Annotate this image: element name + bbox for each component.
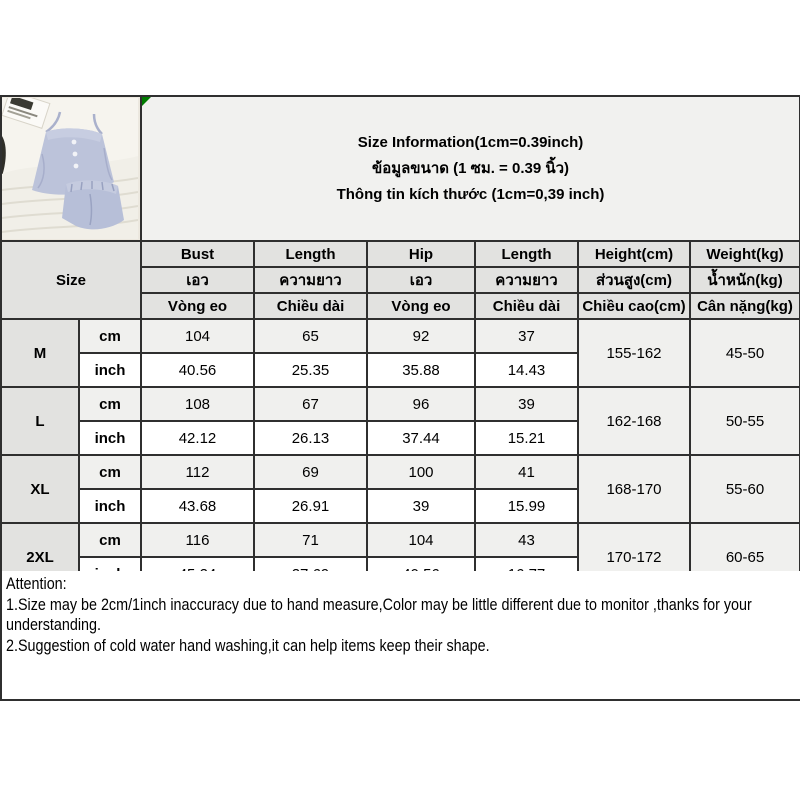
cell-value: 108 (141, 387, 254, 421)
height-range: 162-168 (578, 387, 690, 455)
product-photo (2, 98, 138, 239)
height-range: 168-170 (578, 455, 690, 523)
unit-inch: inch (79, 489, 141, 523)
cell-value: 14.43 (475, 353, 578, 387)
unit-cm: cm (79, 523, 141, 557)
attention-line-1-cont: understanding. (6, 616, 101, 634)
cell-value: 37 (475, 319, 578, 353)
cell-value: 15.99 (475, 489, 578, 523)
attention-line-1: 1.Size may be 2cm/1inch inaccuracy due to hand measure,Color may be little different due to monitor ,thanks for your (6, 595, 752, 614)
col-header-height-vi: Chiều cao(cm) (578, 293, 690, 319)
cell-value: 112 (141, 455, 254, 489)
col-header-length1-th: ความยาว (254, 267, 367, 293)
row-label-2xl: 2XL (1, 523, 79, 591)
title-line-en: Size Information(1cm=0.39inch) (357, 133, 584, 151)
cell-value: 71 (254, 523, 367, 557)
unit-cm: cm (79, 455, 141, 489)
col-header-hip-vi: Vòng eo (367, 293, 475, 319)
cell-value: 116 (141, 523, 254, 557)
weight-range: 50-55 (690, 387, 800, 455)
cell-value: 92 (367, 319, 475, 353)
cell-value: 69 (254, 455, 367, 489)
col-header-weight-vi: Cân nặng(kg) (690, 293, 800, 319)
col-header-length2-th: ความยาว (475, 267, 578, 293)
unit-cm: cm (79, 387, 141, 421)
cell-value: 35.88 (367, 353, 475, 387)
cell-value: 26.13 (254, 421, 367, 455)
cell-value: 65 (254, 319, 367, 353)
unit-inch: inch (79, 421, 141, 455)
col-header-weight-en: Weight(kg) (690, 241, 800, 267)
row-label-l: L (1, 387, 79, 455)
height-range: 155-162 (578, 319, 690, 387)
size-table (0, 95, 800, 592)
col-header-bust-en: Bust (141, 241, 254, 267)
col-header-length1-en: Length (254, 241, 367, 267)
cell-note-triangle-icon (142, 97, 151, 106)
cell-value: 96 (367, 387, 475, 421)
col-header-height-th: ส่วนสูง(cm) (578, 267, 690, 293)
cell-value: 43.68 (141, 489, 254, 523)
cell-value: 40.56 (141, 353, 254, 387)
cell-value: 25.35 (254, 353, 367, 387)
cell-value: 104 (141, 319, 254, 353)
col-header-bust-vi: Vòng eo (141, 293, 254, 319)
height-range: 170-172 (578, 523, 690, 591)
unit-inch: inch (79, 353, 141, 387)
weight-range: 45-50 (690, 319, 800, 387)
cell-value: 43 (475, 523, 578, 557)
cell-value: 15.21 (475, 421, 578, 455)
cell-value: 67 (254, 387, 367, 421)
row-label-xl: XL (1, 455, 79, 523)
cell-value: 37.44 (367, 421, 475, 455)
col-header-height-en: Height(cm) (578, 241, 690, 267)
product-photo-cell (1, 96, 141, 241)
attention-heading: Attention: (6, 575, 67, 593)
col-header-hip-th: เอว (367, 267, 475, 293)
cell-value: 42.12 (141, 421, 254, 455)
weight-range: 60-65 (690, 523, 800, 591)
size-header: Size (1, 241, 141, 319)
weight-range: 55-60 (690, 455, 800, 523)
shorts (62, 180, 124, 229)
title-line-vi: Thông tin kích thước (1cm=0,39 inch) (336, 185, 605, 203)
col-header-length2-vi: Chiều dài (475, 293, 578, 319)
unit-cm: cm (79, 319, 141, 353)
cell-value: 41 (475, 455, 578, 489)
attention-line-2: 2.Suggestion of cold water hand washing,it can help items keep their shape. (6, 636, 490, 655)
col-header-weight-th: น้ำหนัก(kg) (690, 267, 800, 293)
cell-value: 39 (367, 489, 475, 523)
col-header-length2-en: Length (475, 241, 578, 267)
title-line-th: ข้อมูลขนาด (1 ซม. = 0.39 นิ้ว) (371, 159, 570, 177)
cell-value: 100 (367, 455, 475, 489)
row-label-m: M (1, 319, 79, 387)
title-cell (141, 96, 800, 241)
cell-value: 39 (475, 387, 578, 421)
attention-note (0, 571, 800, 701)
col-header-hip-en: Hip (367, 241, 475, 267)
cell-value: 104 (367, 523, 475, 557)
col-header-bust-th: เอว (141, 267, 254, 293)
cell-value: 26.91 (254, 489, 367, 523)
col-header-length1-vi: Chiều dài (254, 293, 367, 319)
